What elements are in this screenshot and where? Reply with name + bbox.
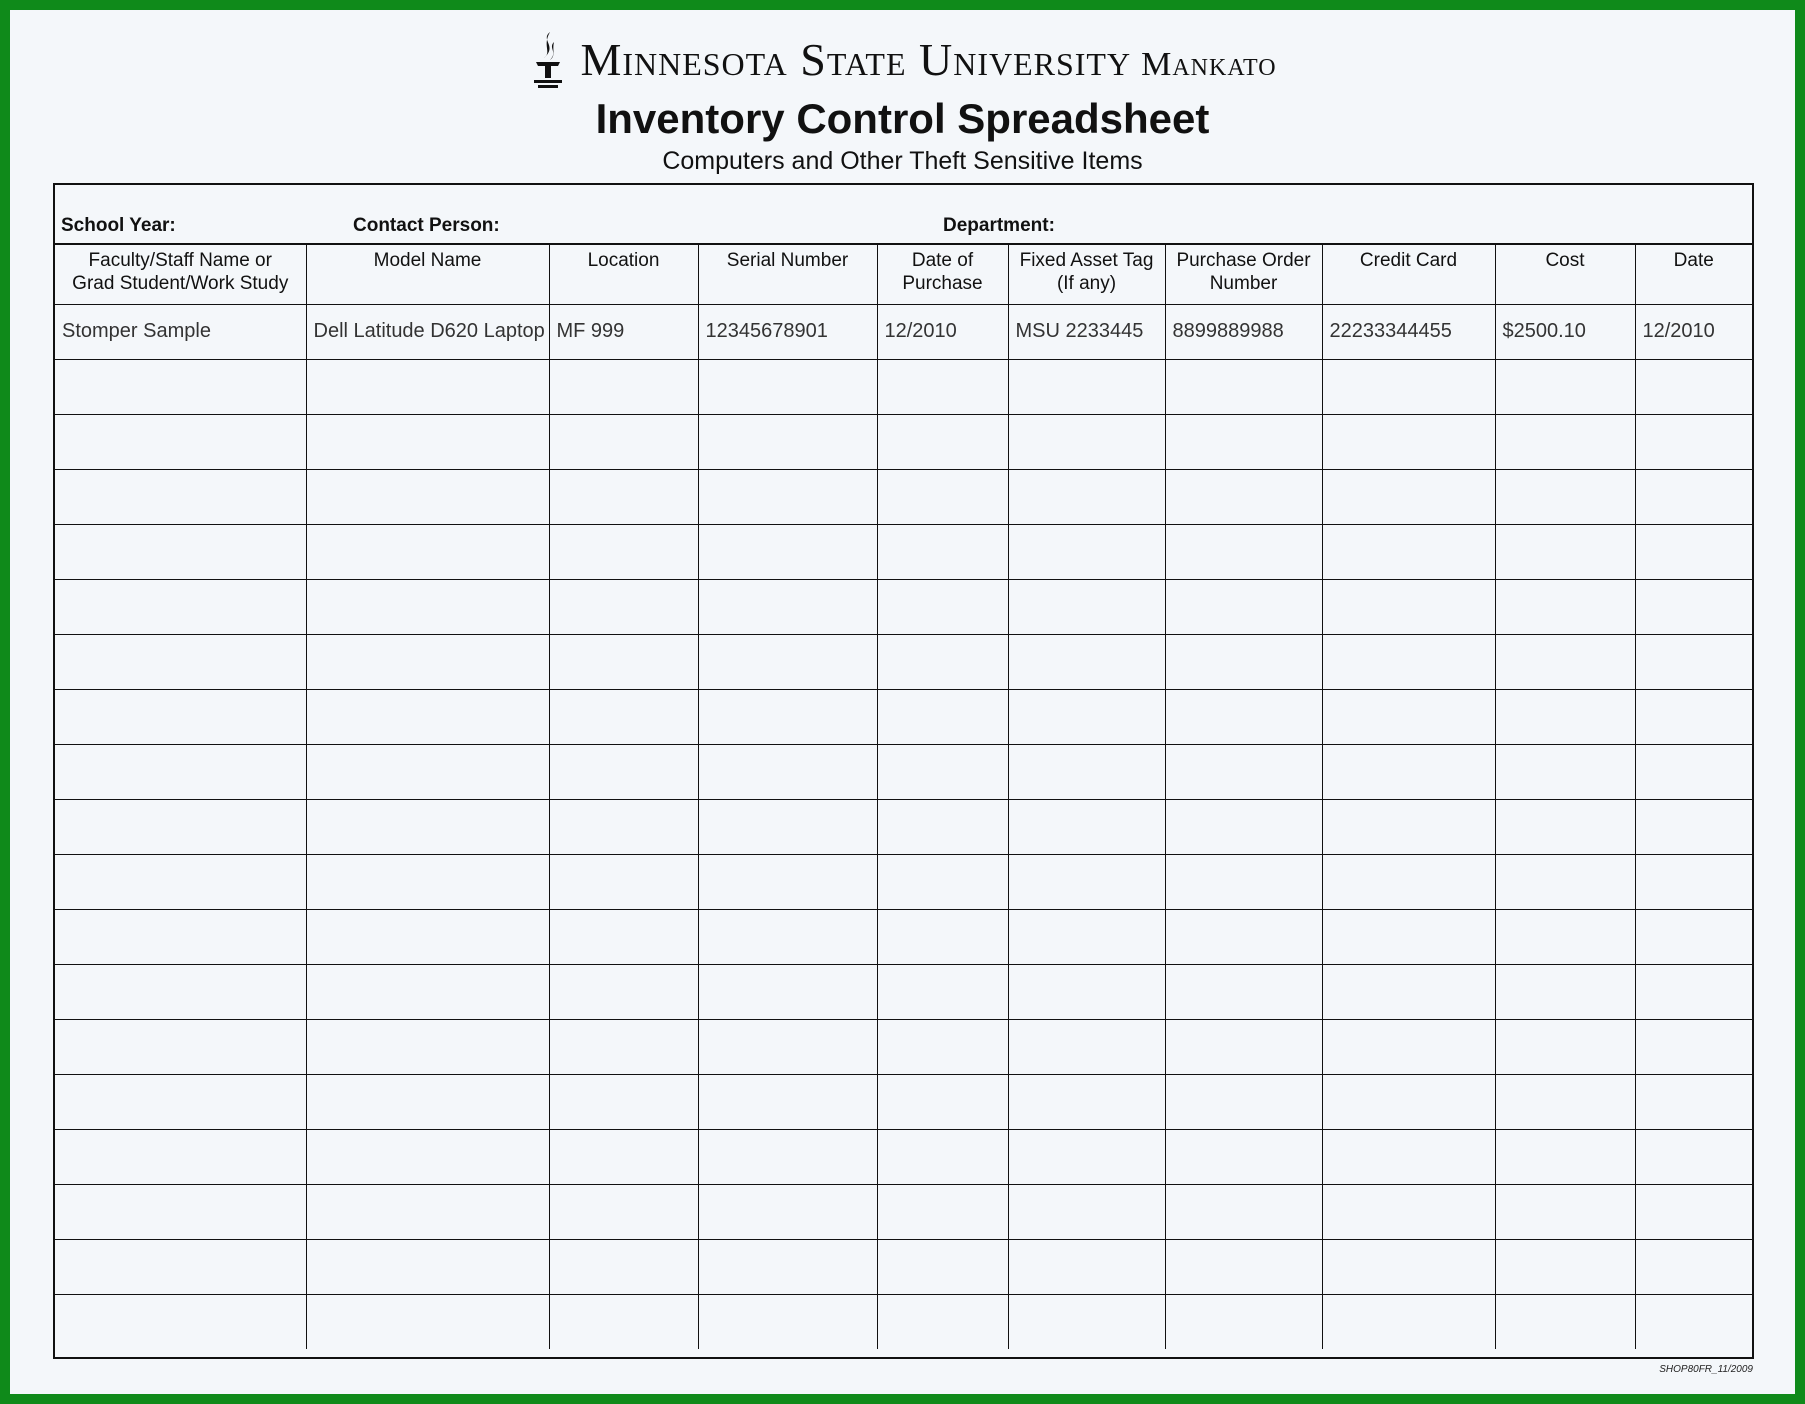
table-row-blank	[55, 1184, 1752, 1239]
table-cell-blank[interactable]	[877, 579, 1008, 634]
footer-mark	[56, 1354, 58, 1363]
table-cell-blank[interactable]	[1495, 744, 1635, 799]
table-cell-blank[interactable]	[1008, 469, 1165, 524]
table-body	[55, 304, 1752, 1349]
table-cell-blank[interactable]	[1322, 414, 1495, 469]
table-cell-blank[interactable]	[55, 689, 306, 744]
table-cell-blank[interactable]	[1165, 799, 1322, 854]
document-header	[0, 26, 1805, 176]
table-cell-blank[interactable]	[549, 744, 698, 799]
column-header	[877, 245, 1008, 304]
table-cell-blank[interactable]	[877, 414, 1008, 469]
table-cell-blank[interactable]	[877, 799, 1008, 854]
table-cell-blank[interactable]	[698, 1074, 877, 1129]
table-cell-blank[interactable]	[55, 1184, 306, 1239]
table-cell[interactable]: MSU 2233445	[1008, 304, 1165, 359]
table-cell-blank[interactable]	[549, 909, 698, 964]
table-cell-blank[interactable]	[55, 1294, 306, 1349]
table-row-blank	[55, 579, 1752, 634]
table-cell-blank[interactable]	[306, 689, 549, 744]
table-cell-blank[interactable]	[1495, 1239, 1635, 1294]
table-row-blank	[55, 964, 1752, 1019]
table-cell-blank[interactable]	[1635, 964, 1752, 1019]
table-cell-blank[interactable]	[1322, 579, 1495, 634]
table-cell-blank[interactable]	[55, 524, 306, 579]
table-cell-blank[interactable]	[1008, 1184, 1165, 1239]
table-row-blank	[55, 634, 1752, 689]
table-cell-blank[interactable]	[306, 1294, 549, 1349]
table-cell-blank[interactable]	[306, 359, 549, 414]
table-cell-blank[interactable]	[1008, 1294, 1165, 1349]
table-cell-blank[interactable]	[1322, 634, 1495, 689]
table-cell-blank[interactable]	[306, 964, 549, 1019]
table-cell-blank[interactable]	[1008, 1129, 1165, 1184]
table-cell-blank[interactable]	[1165, 1239, 1322, 1294]
table-cell-blank[interactable]	[877, 524, 1008, 579]
table-cell-blank[interactable]	[55, 909, 306, 964]
table-cell-blank[interactable]	[549, 1019, 698, 1074]
table-cell-blank[interactable]	[1495, 1129, 1635, 1184]
table-cell-blank[interactable]	[549, 1184, 698, 1239]
table-cell[interactable]: Dell Latitude D620 Laptop	[306, 304, 549, 359]
table-cell-blank[interactable]	[698, 579, 877, 634]
table-cell-blank[interactable]	[1165, 469, 1322, 524]
table-cell-blank[interactable]	[1008, 909, 1165, 964]
table-cell[interactable]: MF 999	[549, 304, 698, 359]
table-cell-blank[interactable]	[549, 799, 698, 854]
table-cell-blank[interactable]	[1165, 1129, 1322, 1184]
table-cell-blank[interactable]	[698, 964, 877, 1019]
table-cell-blank[interactable]	[306, 854, 549, 909]
table-cell-blank[interactable]	[877, 359, 1008, 414]
table-cell-blank[interactable]	[55, 634, 306, 689]
table-cell-blank[interactable]	[55, 1129, 306, 1184]
column-header	[55, 245, 306, 304]
university-name	[580, 33, 1276, 86]
table-cell-blank[interactable]	[549, 1239, 698, 1294]
university-brand	[0, 26, 1805, 92]
column-header	[306, 245, 549, 304]
table-cell-blank[interactable]	[1165, 579, 1322, 634]
form-code: SHOP80FR_11/2009	[1659, 1364, 1753, 1375]
university-name-suffix: Mankato	[1141, 45, 1277, 83]
table-cell-blank[interactable]	[698, 854, 877, 909]
table-row-blank	[55, 414, 1752, 469]
column-header	[698, 245, 877, 304]
table-cell-blank[interactable]	[698, 469, 877, 524]
table-cell-blank[interactable]	[877, 1074, 1008, 1129]
table-cell-blank[interactable]	[549, 524, 698, 579]
table-cell-blank[interactable]	[549, 579, 698, 634]
table-cell-blank[interactable]	[1008, 689, 1165, 744]
table-cell-blank[interactable]	[698, 634, 877, 689]
table-cell-blank[interactable]	[55, 359, 306, 414]
table-cell-blank[interactable]	[698, 689, 877, 744]
table-cell-blank[interactable]	[306, 579, 549, 634]
table-cell-blank[interactable]	[1635, 689, 1752, 744]
table-cell-blank[interactable]	[1008, 1239, 1165, 1294]
table-cell[interactable]: 22233344455	[1322, 304, 1495, 359]
table-cell-blank[interactable]	[1635, 1184, 1752, 1239]
table-cell-blank[interactable]	[1635, 1074, 1752, 1129]
table-cell-blank[interactable]	[1495, 1294, 1635, 1349]
table-cell-blank[interactable]	[1322, 909, 1495, 964]
table-row-blank	[55, 524, 1752, 579]
table-cell-blank[interactable]	[1495, 359, 1635, 414]
table-cell-blank[interactable]	[1008, 414, 1165, 469]
table-cell-blank[interactable]	[549, 469, 698, 524]
table-cell-blank[interactable]	[55, 854, 306, 909]
table-cell-blank[interactable]	[1165, 1074, 1322, 1129]
table-cell-blank[interactable]	[1635, 1019, 1752, 1074]
column-header	[549, 245, 698, 304]
table-cell-blank[interactable]	[1635, 634, 1752, 689]
table-cell-blank[interactable]	[55, 1074, 306, 1129]
table-cell-blank[interactable]	[1008, 524, 1165, 579]
table-cell[interactable]: 8899889988	[1165, 304, 1322, 359]
table-cell-blank[interactable]	[1322, 1184, 1495, 1239]
table-cell-blank[interactable]	[1322, 799, 1495, 854]
column-header-line: Purchase	[902, 273, 983, 294]
table-row-blank	[55, 1294, 1752, 1349]
table-cell-blank[interactable]	[1008, 579, 1165, 634]
table-cell-blank[interactable]	[877, 1019, 1008, 1074]
column-header-line: Model Name	[373, 250, 482, 271]
table-cell-blank[interactable]	[1165, 524, 1322, 579]
table-cell-blank[interactable]	[1322, 1129, 1495, 1184]
table-cell-blank[interactable]	[1165, 854, 1322, 909]
column-header-line: Credit Card	[1359, 250, 1458, 271]
table-cell-blank[interactable]	[1165, 909, 1322, 964]
table-cell-blank[interactable]	[1635, 469, 1752, 524]
table-cell-blank[interactable]	[1322, 359, 1495, 414]
column-header-line: Serial Number	[726, 250, 849, 271]
column-header-line: Purchase Order	[1176, 250, 1311, 271]
table-cell-blank[interactable]	[306, 469, 549, 524]
table-cell-blank[interactable]	[306, 1239, 549, 1294]
table-cell-blank[interactable]	[877, 909, 1008, 964]
table-cell-blank[interactable]	[877, 634, 1008, 689]
table-cell-blank[interactable]	[1495, 414, 1635, 469]
table-cell-blank[interactable]	[1008, 359, 1165, 414]
column-header-row	[55, 245, 1752, 304]
table-cell-blank[interactable]	[698, 359, 877, 414]
table-cell-blank[interactable]	[877, 744, 1008, 799]
table-row-blank	[55, 909, 1752, 964]
table-cell-blank[interactable]	[55, 579, 306, 634]
page-title: Inventory Control Spreadsheet	[595, 95, 1210, 142]
table-cell-blank[interactable]	[698, 1184, 877, 1239]
inventory-table	[55, 245, 1752, 1349]
column-header	[1635, 245, 1752, 304]
table-cell-blank[interactable]	[1495, 799, 1635, 854]
column-header-line: Fixed Asset Tag	[1019, 250, 1154, 271]
table-cell-blank[interactable]	[549, 854, 698, 909]
table-row-blank	[55, 1019, 1752, 1074]
table-cell-blank[interactable]	[549, 359, 698, 414]
table-cell-blank[interactable]	[1322, 1074, 1495, 1129]
table-cell-blank[interactable]	[1495, 854, 1635, 909]
table-cell-blank[interactable]	[1165, 964, 1322, 1019]
table-cell-blank[interactable]	[698, 524, 877, 579]
table-cell-blank[interactable]	[1635, 1239, 1752, 1294]
table-cell-blank[interactable]	[1635, 744, 1752, 799]
table-cell-blank[interactable]	[1322, 854, 1495, 909]
table-cell-blank[interactable]	[1165, 1294, 1322, 1349]
table-cell-blank[interactable]	[1635, 524, 1752, 579]
table-cell-blank[interactable]	[306, 524, 549, 579]
table-cell-blank[interactable]	[1495, 909, 1635, 964]
table-cell[interactable]: 12/2010	[877, 304, 1008, 359]
school-year-label: School Year:	[61, 215, 176, 236]
table-cell-blank[interactable]	[549, 414, 698, 469]
column-header-line: Number	[1209, 273, 1278, 294]
column-header	[1495, 245, 1635, 304]
table-cell-blank[interactable]	[1165, 359, 1322, 414]
table-row-blank	[55, 1129, 1752, 1184]
university-name-main: Minnesota State University	[580, 33, 1132, 85]
table-cell-blank[interactable]	[1165, 1184, 1322, 1239]
table-cell-blank[interactable]	[1165, 744, 1322, 799]
table-row-blank	[55, 1239, 1752, 1294]
table-cell-blank[interactable]	[877, 1239, 1008, 1294]
table-cell-blank[interactable]	[1008, 964, 1165, 1019]
table-cell[interactable]: 12345678901	[698, 304, 877, 359]
table-cell-blank[interactable]	[698, 1294, 877, 1349]
table-cell-blank[interactable]	[306, 909, 549, 964]
table-cell-blank[interactable]	[1635, 799, 1752, 854]
table-cell-blank[interactable]	[1495, 1184, 1635, 1239]
table-cell-blank[interactable]	[1008, 634, 1165, 689]
table-cell-blank[interactable]	[306, 634, 549, 689]
column-header-line: Location	[587, 250, 660, 271]
page-subtitle: Computers and Other Theft Sensitive Items	[662, 147, 1143, 175]
table-cell-blank[interactable]	[1008, 1074, 1165, 1129]
table-cell-blank[interactable]	[877, 854, 1008, 909]
table-cell-blank[interactable]	[1635, 359, 1752, 414]
table-cell-blank[interactable]	[1495, 964, 1635, 1019]
table-cell-blank[interactable]	[698, 1019, 877, 1074]
table-cell-blank[interactable]	[1495, 634, 1635, 689]
table-row-blank	[55, 359, 1752, 414]
table-cell-blank[interactable]	[55, 1239, 306, 1294]
table-cell-blank[interactable]	[306, 1129, 549, 1184]
table-cell-blank[interactable]	[1495, 469, 1635, 524]
table-cell-blank[interactable]	[1635, 579, 1752, 634]
table-cell-blank[interactable]	[698, 799, 877, 854]
inventory-sheet	[53, 183, 1754, 1359]
table-cell-blank[interactable]	[698, 744, 877, 799]
table-cell-blank[interactable]	[698, 909, 877, 964]
table-cell[interactable]: Stomper Sample	[55, 304, 306, 359]
department-label: Department:	[943, 215, 1055, 236]
table-row	[55, 304, 1752, 359]
table-row-blank	[55, 689, 1752, 744]
table-cell-blank[interactable]	[877, 469, 1008, 524]
table-cell-blank[interactable]	[549, 964, 698, 1019]
table-cell-blank[interactable]	[549, 1294, 698, 1349]
table-row-blank	[55, 799, 1752, 854]
table-cell-blank[interactable]	[55, 1019, 306, 1074]
table-cell-blank[interactable]	[1008, 799, 1165, 854]
table-cell-blank[interactable]	[549, 1129, 698, 1184]
table-cell-blank[interactable]	[306, 744, 549, 799]
table-cell-blank[interactable]	[55, 414, 306, 469]
column-header	[1008, 245, 1165, 304]
table-cell-blank[interactable]	[306, 799, 549, 854]
table-cell-blank[interactable]	[1495, 1074, 1635, 1129]
table-cell-blank[interactable]	[1495, 1019, 1635, 1074]
table-cell-blank[interactable]	[1322, 469, 1495, 524]
table-cell-blank[interactable]	[1635, 414, 1752, 469]
table-cell-blank[interactable]	[1322, 744, 1495, 799]
column-header-line: Grad Student/Work Study	[72, 273, 289, 294]
table-cell-blank[interactable]	[306, 1019, 549, 1074]
column-header	[1322, 245, 1495, 304]
table-cell-blank[interactable]	[1495, 579, 1635, 634]
table-row-blank	[55, 469, 1752, 524]
column-header-line: Cost	[1545, 250, 1585, 271]
table-cell-blank[interactable]	[1008, 744, 1165, 799]
table-cell-blank[interactable]	[1008, 854, 1165, 909]
table-cell-blank[interactable]	[877, 689, 1008, 744]
table-cell[interactable]: 12/2010	[1635, 304, 1752, 359]
table-cell-blank[interactable]	[55, 799, 306, 854]
table-cell-blank[interactable]	[1165, 689, 1322, 744]
table-cell-blank[interactable]	[877, 1294, 1008, 1349]
table-cell-blank[interactable]	[55, 744, 306, 799]
table-row-blank	[55, 1074, 1752, 1129]
table-cell-blank[interactable]	[549, 1074, 698, 1129]
table-cell-blank[interactable]	[1322, 1294, 1495, 1349]
table-cell-blank[interactable]	[698, 1129, 877, 1184]
table-cell-blank[interactable]	[1165, 634, 1322, 689]
table-cell-blank[interactable]	[55, 964, 306, 1019]
table-cell-blank[interactable]	[1322, 689, 1495, 744]
column-header-line: Faculty/Staff Name or	[88, 250, 272, 271]
table-cell-blank[interactable]	[877, 1129, 1008, 1184]
meta-row	[55, 185, 1752, 245]
table-cell-blank[interactable]	[306, 1074, 549, 1129]
table-cell-blank[interactable]	[1635, 909, 1752, 964]
table-cell-blank[interactable]	[1635, 1294, 1752, 1349]
column-header	[1165, 245, 1322, 304]
table-cell[interactable]: $2500.10	[1495, 304, 1635, 359]
table-cell-blank[interactable]	[306, 1184, 549, 1239]
table-cell-blank[interactable]	[549, 634, 698, 689]
table-cell-blank[interactable]	[1495, 689, 1635, 744]
column-header-line: Date of	[911, 250, 974, 271]
table-cell-blank[interactable]	[1008, 1019, 1165, 1074]
table-cell-blank[interactable]	[1322, 524, 1495, 579]
table-cell-blank[interactable]	[877, 964, 1008, 1019]
table-cell-blank[interactable]	[698, 1239, 877, 1294]
table-cell-blank[interactable]	[1165, 414, 1322, 469]
table-row-blank	[55, 744, 1752, 799]
table-cell-blank[interactable]	[55, 469, 306, 524]
table-cell-blank[interactable]	[698, 414, 877, 469]
table-cell-blank[interactable]	[306, 414, 549, 469]
table-cell-blank[interactable]	[877, 1184, 1008, 1239]
table-cell-blank[interactable]	[1635, 854, 1752, 909]
table-row-blank	[55, 854, 1752, 909]
table-cell-blank[interactable]	[1322, 1239, 1495, 1294]
table-cell-blank[interactable]	[1322, 1019, 1495, 1074]
column-header-line: Date	[1673, 250, 1714, 271]
table-cell-blank[interactable]	[549, 689, 698, 744]
torch-logo-icon	[528, 28, 568, 90]
table-cell-blank[interactable]	[1322, 964, 1495, 1019]
table-cell-blank[interactable]	[1635, 1129, 1752, 1184]
column-header-line: (If any)	[1056, 273, 1117, 294]
contact-person-label: Contact Person:	[353, 215, 500, 236]
table-cell-blank[interactable]	[1495, 524, 1635, 579]
table-cell-blank[interactable]	[1165, 1019, 1322, 1074]
